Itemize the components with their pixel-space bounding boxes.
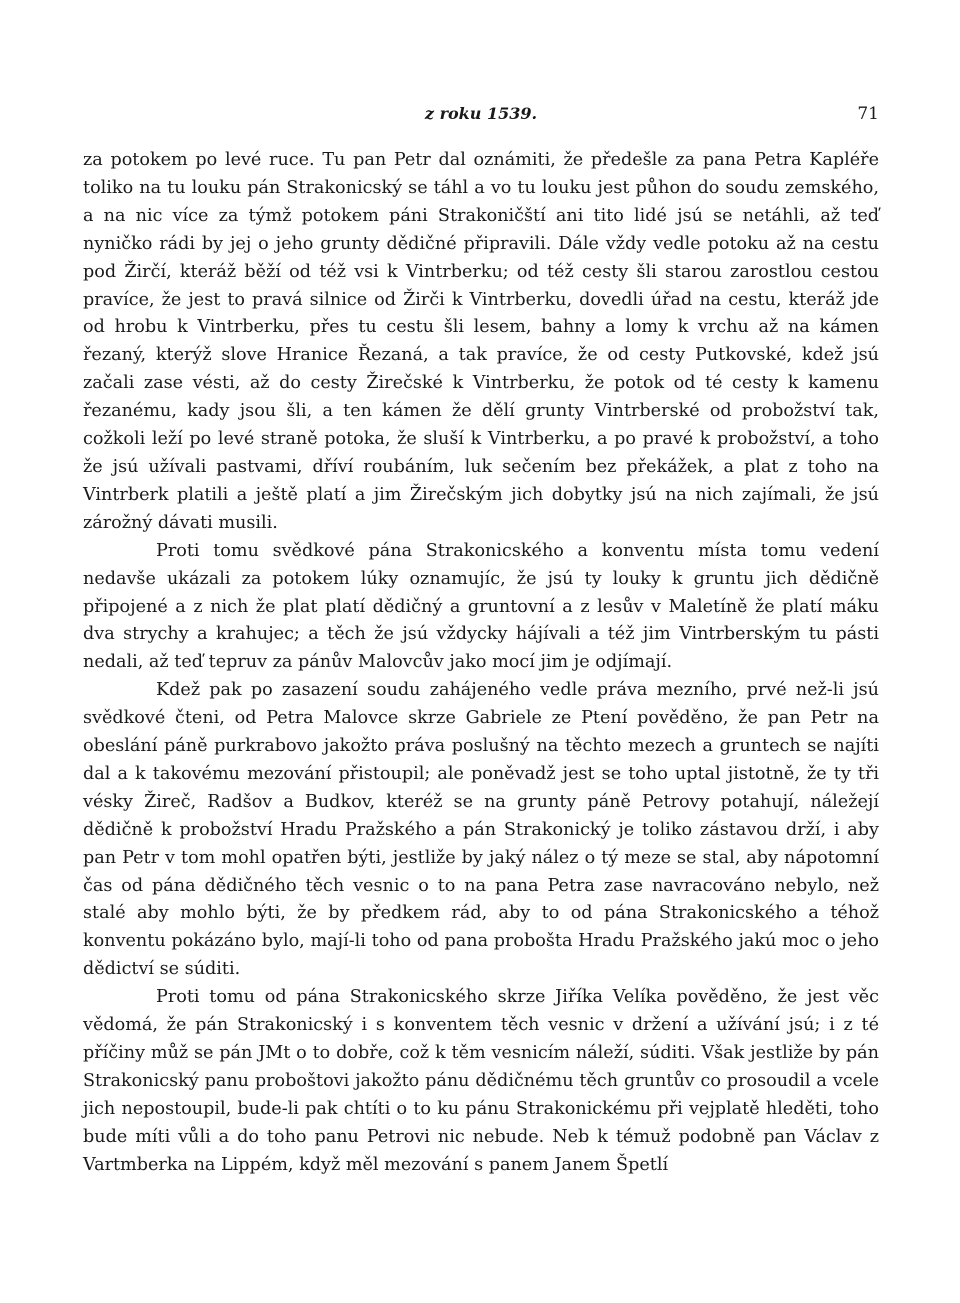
page-number: 71 [857,104,879,124]
paragraph-continued: za potokem po levé ruce. Tu pan Petr dal oznámiti, že předešle za pana Petra Kapléře toliko na tu louku pán Strakonicský se táhl a vo tu louku jest půhon do soudu zemského, a na nic více za týmž potokem páni Strakoničští ani tito lidé jsú se netáhli, až teď nyničko rádi by jej o jeho grunty dědičné připravili. Dále vždy vedle potoku až na cestu pod Žirčí, kteráž běží od též vsi k Vintrberku; od též cesty šli starou zarostlou cestou pravíce, že jest to pravá silnice od Žirči k Vintrberku, dovedli úřad na cestu, kteráž jde od hrobu k Vintrberku, přes tu cestu šli lesem, bahny a lomy k vrchu až na kámen řezaný, kterýž slove Hranice Řezaná, a tak pravíce, že od cesty Putkovské, kdež jsú začali zase vésti, až do cesty Žirečské k Vintrberku, že potok od té cesty k kamenu řezanému, kady jsou šli, a ten kámen že dělí grunty Vintrberské od probožství tak, cožkoli leží po levé straně potoka, že sluší k Vintrberku, a po pravé k probožství, a toho že jsú užívali pastvami, dříví roubáním, luk sečením bez překážek, a plat z toho na Vintrberk platili a ještě platí a jim Žirečským jich dobytky jsú na nich zajímali, že jsú zárožný dávati musili. [83,150,879,533]
running-header [83,104,879,128]
body-text [83,147,879,1180]
book-page [83,0,879,1303]
paragraph: Proti tomu od pána Strakonicského skrze Jiříka Velíka pověděno, že jest věc vědomá, že pán Strakonicský i s konventem těch vesnic v držení a užívání jsú; i z té příčiny můž se pán JMt o to dobře, což k těm vesnicím náleží, súditi. Však jestliže by pán Strakonicský panu proboštovi jakožto pánu dědičnému těch gruntův co prosoudil a vcele jich nepostoupil, bude-li pak chtíti o to ku pánu Strakonickému při vejplatě hleděti, toho bude míti vůli a do toho panu Petrovi nic nebude. Neb k témuž podobně pan Václav z Vartmberka na Lippém, když měl mezování s panem Janem Špetlí [83,987,879,1175]
paragraph: Proti tomu svědkové pána Strakonicského a konventu místa tomu vedení nedavše ukázali za potokem lúky oznamujíc, že jsú ty louky k gruntu jich dědičně připojené a z nich že plat platí dědičný a gruntovní a z lesův v Maletíně že platí máku dva strychy a krahujec; a těch že jsú vždycky hájívali a též jim Vintrberským tu pásti nedali, až teď tepruv za pánův Malovcův jako mocí jim je odjímají. [83,540,879,673]
paragraph: Kdež pak po zasazení soudu zahájeného vedle práva mezního, prvé než-li jsú svědkové čteni, od Petra Malovce skrze Gabriele ze Ptení pověděno, že pan Petr na obeslání páně purkrabovo jakožto práva poslušný na těchto mezech a gruntech se najíti dal a k takovému mezování přistoupil; ale poněvadž jest se toho uptal jistotně, že ty tři vésky Žireč, Radšov a Budkov, kteréž se na grunty páně Petrovy potahují, náležejí dědičně k probožství Hradu Pražského a pán Strakonický je toliko zástavou drží, i aby pan Petr v tom mohl opatřen býti, jestliže by jaký nález o tý meze se stal, aby nápotomní čas od pána dědičného těch vesnic o to na pana Petra zase navracováno nebylo, než stalé aby mohlo býti, že by předkem rád, aby to od pána Strakonicského a téhož konventu pokázáno bylo, mají-li toho od pana probošta Hradu Pražského jakú moc o jeho dědictví se súditi. [83,680,879,980]
running-title: z roku 1539. [424,104,538,123]
